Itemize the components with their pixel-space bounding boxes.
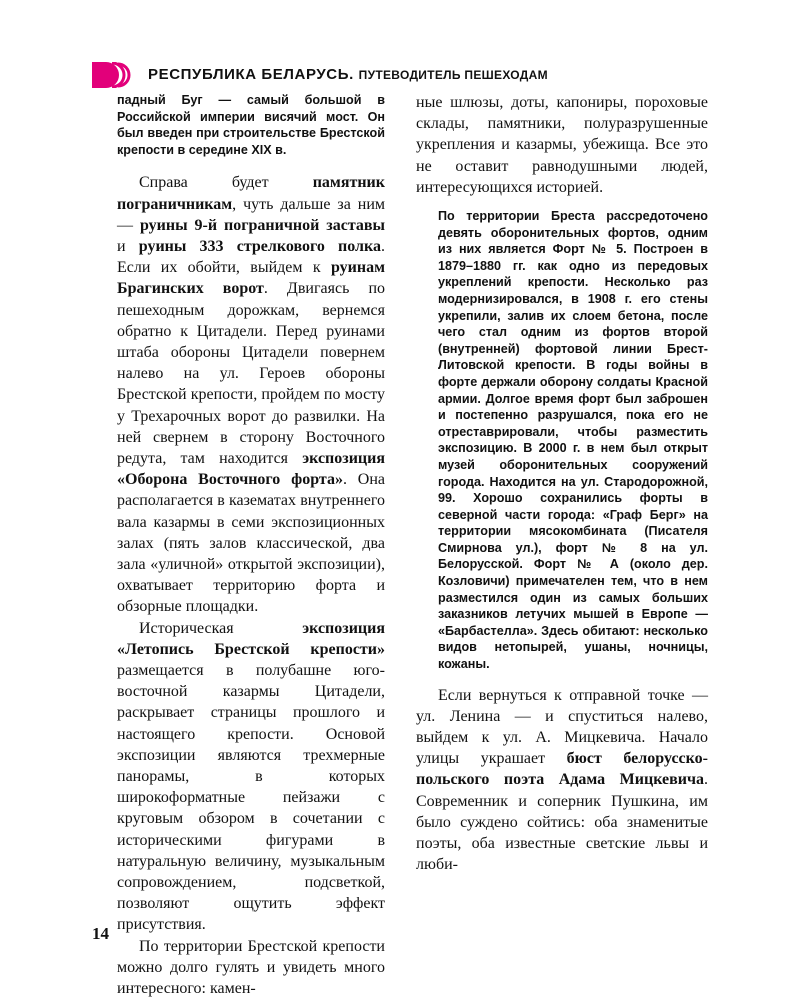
text-run: Справа будет bbox=[139, 174, 313, 192]
paragraph bbox=[117, 618, 385, 936]
body-text-left bbox=[117, 172, 385, 999]
bold-run: экспозиция «Летопись Брестской крепости» bbox=[117, 619, 385, 658]
publisher-logo-icon bbox=[92, 62, 132, 88]
body-text-right-bottom bbox=[416, 685, 708, 876]
text-run: Если вернуться к отправной точке — ул. Ленина — и спуститься налево, выйдем к ул. А. Мицкевича. Начало улицы украшает bbox=[416, 686, 708, 768]
paragraph bbox=[416, 685, 708, 876]
paragraph bbox=[117, 172, 385, 617]
bold-run: памятник пограничникам bbox=[117, 174, 385, 213]
right-column bbox=[416, 92, 708, 875]
text-run: и bbox=[117, 237, 139, 255]
text-run: размещается в полубашне юго-восточной казармы Цитадели, раскрывает страницы прошлого и настоящего крепости. Основой экспозиции являются трехмерные панорамы, в которых широкоформатные пейзажи с круговым обзором в сочетании с историческими фигурами в натуральную величину, музыкальным сопровождением, подсветкой, позволяют ощутить эффект присутствия. bbox=[117, 662, 385, 934]
note-text: падный Буг — самый большой в Российской империи висячий мост. Он был введен при строительстве Брестской крепости в середине XIX в. bbox=[117, 93, 385, 157]
running-header bbox=[92, 62, 732, 90]
page-number: 14 bbox=[92, 924, 109, 943]
bold-run: бюст белорусско-польского поэта Адама Мицкевича bbox=[416, 750, 708, 789]
paragraph: По территории Брестской крепости можно долго гулять и увидеть много интересного: камен- bbox=[117, 937, 385, 998]
text-run: . Она располагается в казематах внутреннего вала казармы в семи экспозиционных залах (пять залов классической, два зала «уличной» открытой экспозиции), охватывает территорию форта и обзорные площадки. bbox=[117, 471, 386, 616]
sidebar-note-left bbox=[117, 92, 385, 158]
header-title-main: РЕСПУБЛИКА БЕЛАРУСЬ. bbox=[148, 66, 354, 83]
left-column bbox=[117, 92, 385, 999]
body-text-right-top bbox=[416, 92, 708, 198]
text-run: , чуть дальше за ним — bbox=[117, 195, 385, 234]
header-title bbox=[148, 66, 548, 83]
bold-run: руины 9-й пограничной заставы bbox=[139, 216, 386, 234]
header-subtitle: ПУТЕВОДИТЕЛЬ ПЕШЕХОДАМ bbox=[358, 68, 548, 82]
text-run: . Если их обойти, выйдем к bbox=[117, 237, 386, 277]
sidebar-note-right bbox=[438, 208, 708, 673]
bold-run: руинам Брагинских ворот bbox=[117, 259, 385, 298]
text-run: . Современник и соперник Пушкина, им было суждено сойтись: оба знаменитые поэты, оба известные светские львы и люби- bbox=[416, 771, 708, 874]
paragraph: ные шлюзы, доты, капониры, пороховые склады, памятники, полуразрушенные укрепления и казармы, убежища. Все это не оставит равнодушными людей, интересующихся историей. bbox=[416, 94, 708, 196]
note-text: По территории Бреста рассредоточено девять оборонительных фортов, одним из них является Форт № 5. Построен в 1879–1880 гг. как одно из передовых укреплений крепости. Несколько раз модернизировался, в 1908 г. его стены укрепили, залив их слоем бетона, после чего стал одним из фортов второй (внутренней) фортовой линии Брест-Литовской крепости. В годы войны в форте держали оборону солдаты Красной армии. Долгое время форт был заброшен и постепенно разрушался, пока его не отреставрировали, чтобы разместить экспозицию. В 2000 г. в нем был открыт музей оборонительных сооружений города. Находится на ул. Стародорожной, 99. Хорошо сохранились форты в северной части города: «Граф Берг» на территории мясокомбината (Писателя Смирнова ул.), форт № 8 на ул. Белорусской. Форт № А (около дер. Козловичи) примечателен тем, что в нем разместился один из самых больших заказников летучих мышей в Европе — «Барбастелла». Здесь обитают: несколько видов нетопырей, ушаны, ночницы, кожаны. bbox=[438, 209, 708, 672]
text-run: . Двигаясь по пешеходным дорожкам, вернемся обратно к Цитадели. Перед руинами штаба обороны Цитадели повернем налево на ул. Героев обороны Брестской крепости, пройдем по мосту у Трехарочных ворот до развилки. На ней свернем в сторону Восточного редута, там находится bbox=[117, 280, 385, 468]
text-run: Историческая bbox=[139, 619, 303, 637]
bold-run: экспозиция «Оборона Восточного форта» bbox=[117, 450, 385, 489]
bold-run: руины 333 стрелкового полка bbox=[138, 237, 382, 255]
